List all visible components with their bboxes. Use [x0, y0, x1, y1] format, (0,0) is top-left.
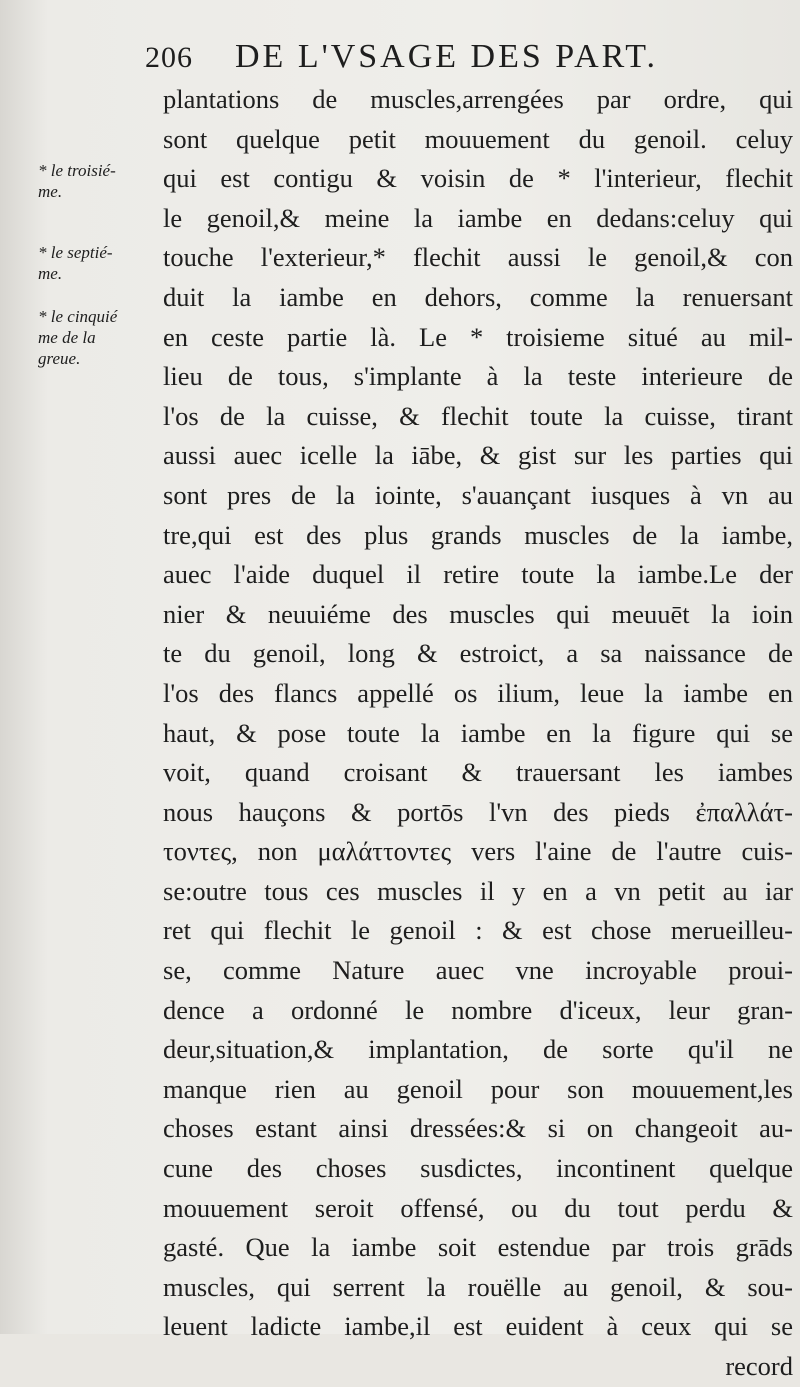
- text-line: dence a ordonné le nombre d'iceux, leur gran-: [163, 994, 793, 1025]
- text-line: l'os des flancs appellé os ilium, leue la iambe en: [163, 677, 793, 708]
- margin-note-text: * le cinquié me de la greue.: [38, 307, 118, 368]
- text-line: plantations de muscles,arrengées par ordre, qui: [163, 84, 793, 114]
- text-line: aussi auec icelle la iābe, & gist sur les parties qui: [163, 440, 793, 471]
- text-line: haut, & pose toute la iambe en la figure qui se: [163, 717, 793, 748]
- text-line: deur,situation,& implantation, de sorte qu'il ne: [163, 1034, 793, 1065]
- text-line: τοντες, non μαλάττοντες vers l'aine de l'autre cuis-: [163, 836, 793, 867]
- text-line: leuent ladicte iambe,il est euident à ceux qui se: [163, 1311, 793, 1342]
- text-line: nier & neuuiéme des muscles qui meuuēt la ioin: [163, 598, 793, 629]
- text-line: duit la iambe en dehors, comme la renuersant: [163, 281, 793, 312]
- text-line: touche l'exterieur,* flechit aussi le genoil,& con: [163, 242, 793, 273]
- text-line: se:outre tous ces muscles il y en a vn petit au iar: [163, 875, 793, 906]
- text-line: se, comme Nature auec vne incroyable proui-: [163, 955, 793, 986]
- text-line: ret qui flechit le genoil : & est chose merueilleu-: [163, 915, 793, 946]
- text-line: manque rien au genoil pour son mouuement,les: [163, 1073, 793, 1104]
- text-line: sont pres de la iointe, s'auançant iusques à vn au: [163, 479, 793, 510]
- margin-note: [38, 242, 158, 284]
- margin-note-text: * le troisié- me.: [38, 161, 116, 201]
- text-line: cune des choses susdictes, incontinent quelque: [163, 1153, 793, 1184]
- text-line: qui est contigu & voisin de * l'interieur, flechit: [163, 163, 793, 194]
- text-line: l'os de la cuisse, & flechit toute la cuisse, tirant: [163, 400, 793, 431]
- running-title: DE L'VSAGE DES PART.: [235, 38, 659, 75]
- text-line: auec l'aide duquel il retire toute la iambe.Le der: [163, 559, 793, 590]
- text-line: nous hauçons & portōs l'vn des pieds ἐπαλλάτ-: [163, 796, 793, 827]
- margin-note: [38, 160, 158, 202]
- text-line: mouuement seroit offensé, ou du tout perdu &: [163, 1192, 793, 1223]
- text-line: le genoil,& meine la iambe en dedans:celuy qui: [163, 202, 793, 233]
- page-header: [145, 38, 785, 78]
- text-line: tre,qui est des plus grands muscles de la iambe,: [163, 519, 793, 550]
- catchword: record: [725, 1351, 793, 1381]
- text-line: voit, quand croisant & trauersant les iambes: [163, 757, 793, 788]
- body-text: [163, 80, 793, 1387]
- text-line: en ceste partie là. Le * troisieme situé au mil-: [163, 321, 793, 352]
- margin-note: [38, 306, 158, 369]
- page-number: 206: [145, 41, 193, 74]
- text-line: gasté. Que la iambe soit estendue par trois grāds: [163, 1232, 793, 1263]
- text-line: choses estant ainsi dressées:& si on changeoit au-: [163, 1113, 793, 1144]
- text-line: sont quelque petit mouuement du genoil. celuy: [163, 123, 793, 154]
- text-line: muscles, qui serrent la rouëlle au genoil, & sou-: [163, 1271, 793, 1302]
- text-line: lieu de tous, s'implante à la teste interieure de: [163, 361, 793, 392]
- margin-note-text: * le septié- me.: [38, 243, 113, 283]
- text-line: te du genoil, long & estroict, a sa naissance de: [163, 638, 793, 669]
